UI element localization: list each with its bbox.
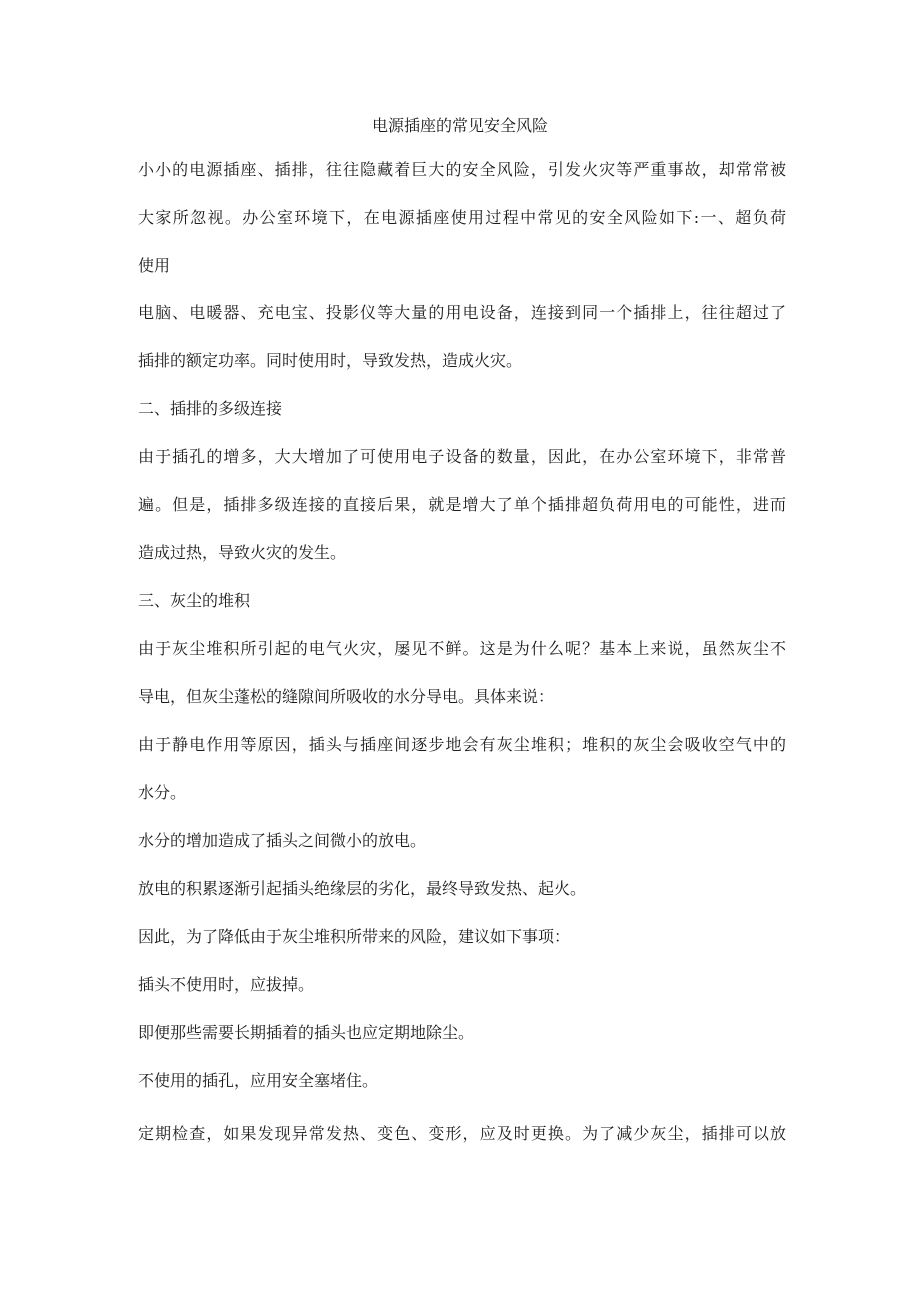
text-line: 插排的额定功率。同时使用时，导致发热，造成火灾。 <box>138 351 523 370</box>
document-title: 电源插座的常见安全风险 <box>371 116 548 135</box>
text-line: 电脑、电暖器、充电宝、投影仪等大量的用电设备，连接到同一个插排上，往往超过了 <box>138 303 786 322</box>
text-line: 插头不使用时，应拔掉。 <box>138 975 315 994</box>
text-line: 大家所忽视。办公室环境下，在电源插座使用过程中常见的安全风险如下:一、超负荷 <box>138 208 786 227</box>
text-line: 因此，为了降低由于灰尘堆积所带来的风险，建议如下事项： <box>138 927 571 946</box>
text-line: 水分的增加造成了插头之间微小的放电。 <box>138 831 427 850</box>
text-line: 由于静电作用等原因，插头与插座间逐步地会有灰尘堆积；堆积的灰尘会吸收空气中的 <box>138 735 786 754</box>
text-line: 由于灰尘堆积所引起的电气火灾，屡见不鲜。这是为什么呢？基本上来说，虽然灰尘不 <box>138 639 786 658</box>
text-line: 水分。 <box>138 783 187 802</box>
text-line: 小小的电源插座、插排，往往隐藏着巨大的安全风险，引发火灾等严重事故，却常常被 <box>138 160 786 179</box>
text-line: 不使用的插孔，应用安全塞堵住。 <box>138 1071 379 1090</box>
text-line: 导电，但灰尘蓬松的缝隙间所吸收的水分导电。具体来说： <box>138 687 555 706</box>
text-line: 即便那些需要长期插着的插头也应定期地除尘。 <box>138 1023 475 1042</box>
text-line: 定期检查，如果发现异常发热、变色、变形，应及时更换。为了减少灰尘，插排可以放 <box>138 1124 786 1143</box>
section-heading: 二、插排的多级连接 <box>138 399 283 418</box>
text-line: 造成过热，导致火灾的发生。 <box>138 543 347 562</box>
text-line: 放电的积累逐渐引起插头绝缘层的劣化，最终导致发热、起火。 <box>138 879 587 898</box>
text-line: 遍。但是，插排多级连接的直接后果，就是增大了单个插排超负荷用电的可能性，进而 <box>138 495 786 514</box>
section-heading: 三、灰尘的堆积 <box>138 591 251 610</box>
text-line: 由于插孔的增多，大大增加了可使用电子设备的数量，因此，在办公室环境下，非常普 <box>138 447 786 466</box>
text-line: 使用 <box>138 256 171 275</box>
